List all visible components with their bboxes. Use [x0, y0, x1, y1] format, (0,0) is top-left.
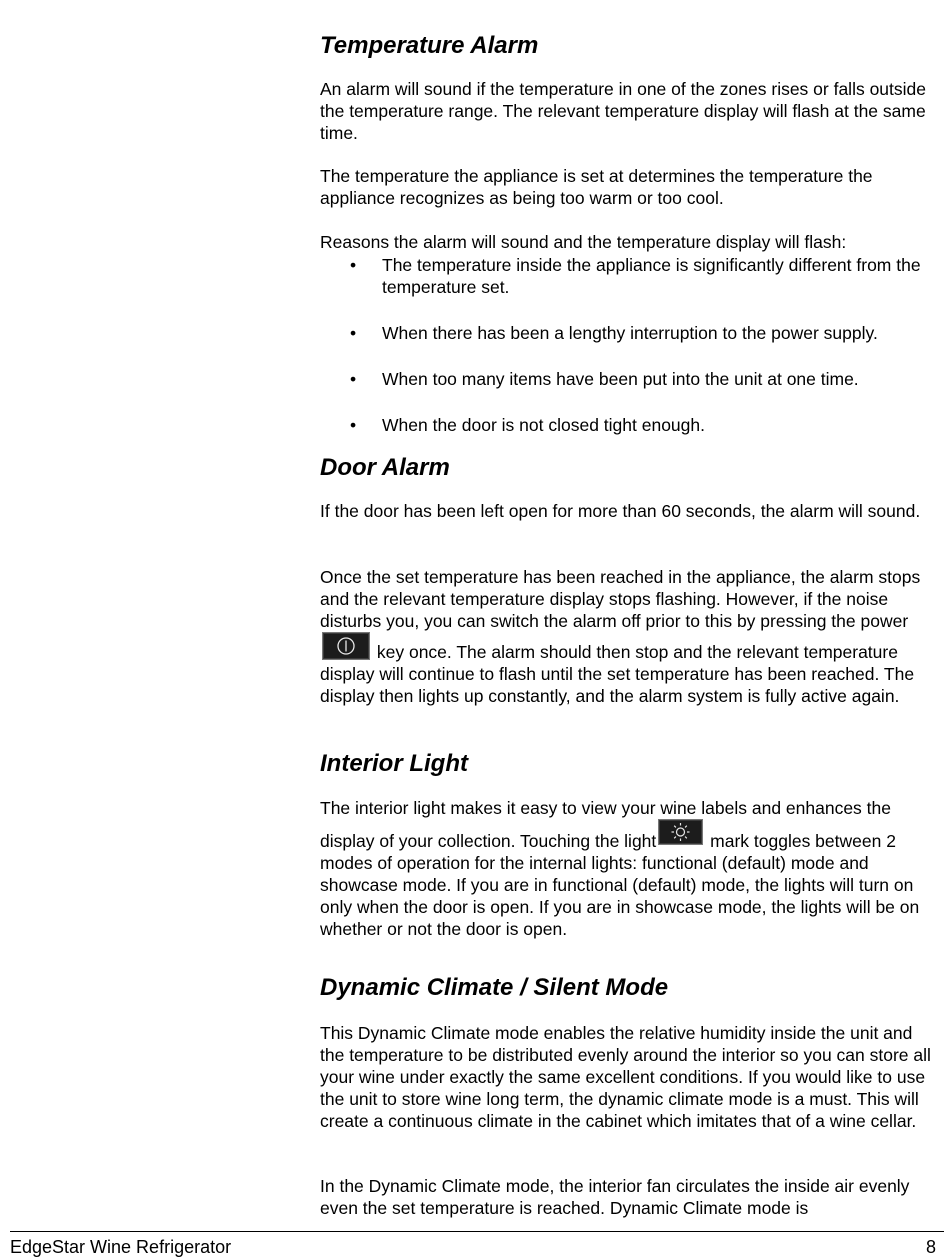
- bullet-icon: •: [350, 255, 357, 275]
- bullet-icon: •: [350, 415, 357, 435]
- page-number: 8: [925, 1237, 936, 1257]
- dynamic-climate-paragraph-1: This Dynamic Climate mode enables the relative humidity inside the unit and the temperature to be distributed evenly around the interior so you can store all your wine under exactly the same excellent conditions. If you would like to use the unit to store wine long term, the dynamic climate mode is a must. This will create a continuous climate in the cabinet which imitates that of a wine cellar.: [320, 1023, 931, 1131]
- door-alarm-heading: Door Alarm: [320, 454, 450, 481]
- door-alarm-paragraph-2: [320, 566, 940, 707]
- list-item: [320, 322, 940, 344]
- list-item-text: The temperature inside the appliance is significantly different from the temperature set.: [382, 255, 921, 297]
- door-alarm-text-before-icon: Once the set temperature has been reached in the appliance, the alarm stops and the relevant temperature display stops flashing. However, if the noise disturbs you, you can switch the alarm off prior to this by pressing the power: [320, 567, 921, 631]
- light-key-icon: [658, 819, 703, 845]
- alarm-reasons-list: [320, 254, 940, 460]
- door-alarm-text-after-icon: key once. The alarm should then stop and the relevant temperature display will continue to flash until the set temperature has been reached. The display then lights up constantly, and the alarm system is fully active again.: [320, 642, 915, 706]
- interior-light-paragraph: [320, 797, 940, 940]
- list-item: [320, 414, 940, 436]
- interior-light-heading: Interior Light: [320, 750, 468, 777]
- footer-divider: [10, 1231, 944, 1232]
- list-item: [320, 368, 940, 390]
- temperature-alarm-heading: Temperature Alarm: [320, 32, 539, 59]
- list-item-text: When there has been a lengthy interruption to the power supply.: [382, 323, 878, 343]
- list-item-text: When too many items have been put into the unit at one time.: [382, 369, 859, 389]
- bullet-icon: •: [350, 369, 357, 389]
- list-item: [320, 254, 940, 298]
- alarm-reasons-intro: Reasons the alarm will sound and the temperature display will flash:: [320, 232, 847, 252]
- list-item-text: When the door is not closed tight enough.: [382, 415, 705, 435]
- temperature-alarm-paragraph-1: An alarm will sound if the temperature in one of the zones rises or falls outside the temperature range. The relevant temperature display will flash at the same time.: [320, 79, 927, 143]
- interior-light-text-before-icon: The interior light makes it easy to view your wine labels and enhances the display of your collection. Touching the light: [320, 798, 891, 851]
- power-key-icon: [322, 632, 370, 660]
- bullet-icon: •: [350, 323, 357, 343]
- door-alarm-paragraph-1: If the door has been left open for more than 60 seconds, the alarm will sound.: [320, 501, 921, 521]
- temperature-alarm-paragraph-2: The temperature the appliance is set at determines the temperature the appliance recognizes as being too warm or too cool.: [320, 166, 873, 208]
- interior-light-text-after-icon: mark toggles between 2 modes of operation for the internal lights: functional (default) mode and showcase mode. If you are in functional (default) mode, the lights will turn on only when the door is open. If you are in showcase mode, the lights will be on whether or not the door is open.: [320, 831, 920, 939]
- dynamic-climate-heading: Dynamic Climate / Silent Mode: [320, 974, 669, 1001]
- footer-title: EdgeStar Wine Refrigerator: [10, 1237, 232, 1257]
- dynamic-climate-paragraph-2: In the Dynamic Climate mode, the interior fan circulates the inside air evenly even the set temperature is reached. Dynamic Climate mode is: [320, 1176, 910, 1218]
